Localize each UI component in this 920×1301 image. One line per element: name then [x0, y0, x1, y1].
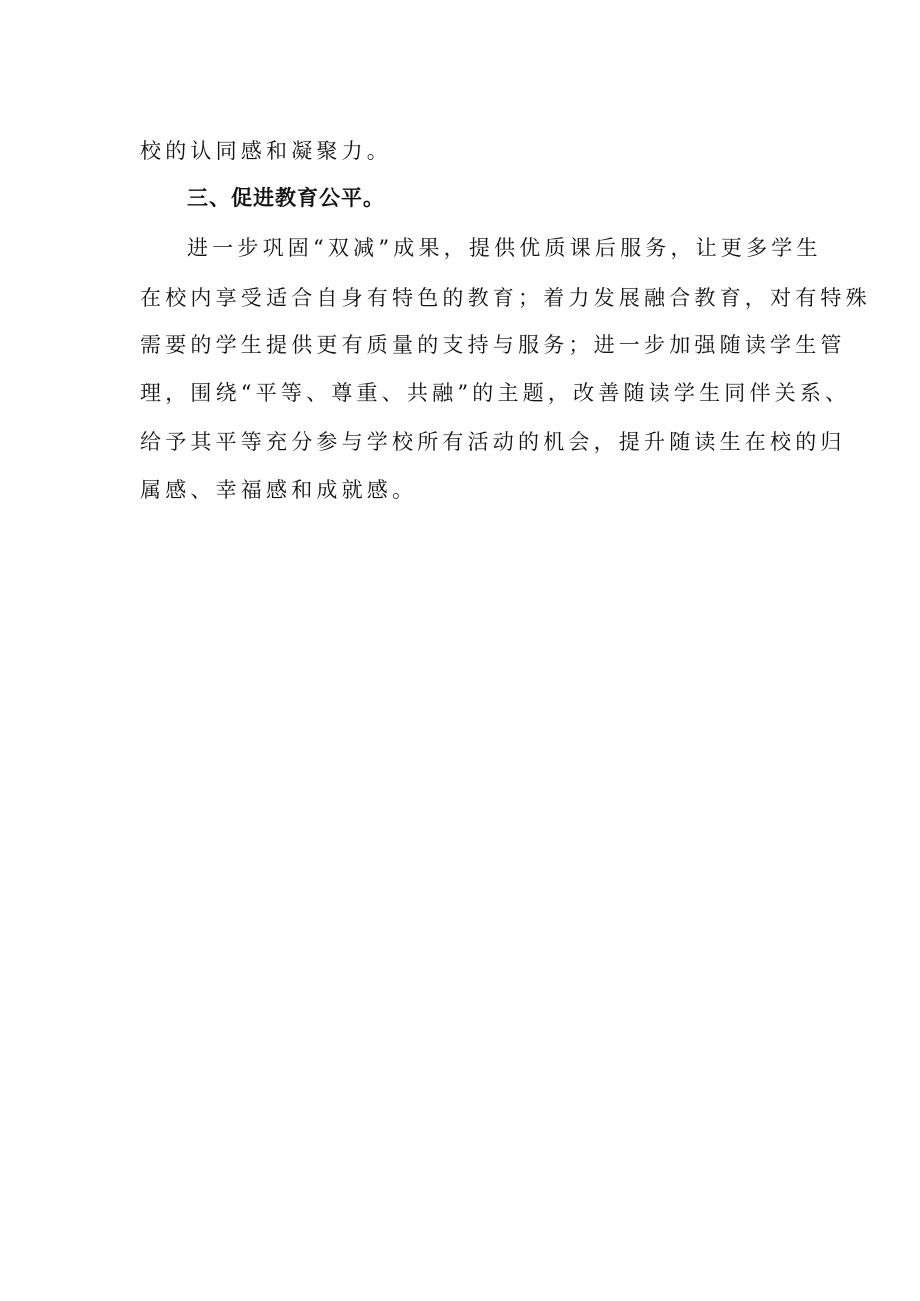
paragraph-line: 理，围绕“平等、尊重、共融”的主题，改善随读学生同伴关系、 — [140, 381, 851, 405]
paragraph-line: 在校内享受适合自身有特色的教育；着力发展融合教育，对有特殊 — [140, 286, 871, 310]
paragraph-line: 进一步巩固“双减”成果，提供优质课后服务，让更多学生 — [187, 236, 822, 260]
paragraph-line: 给予其平等充分参与学校所有活动的机会，提升随读生在校的归 — [140, 430, 846, 454]
continuation-line: 校的认同感和凝聚力。 — [140, 139, 392, 163]
paragraph-line: 需要的学生提供更有质量的支持与服务；进一步加强随读学生管 — [140, 333, 846, 357]
paragraph-line: 属感、幸福感和成就感。 — [140, 478, 418, 502]
section-heading: 三、促进教育公平。 — [187, 186, 385, 210]
